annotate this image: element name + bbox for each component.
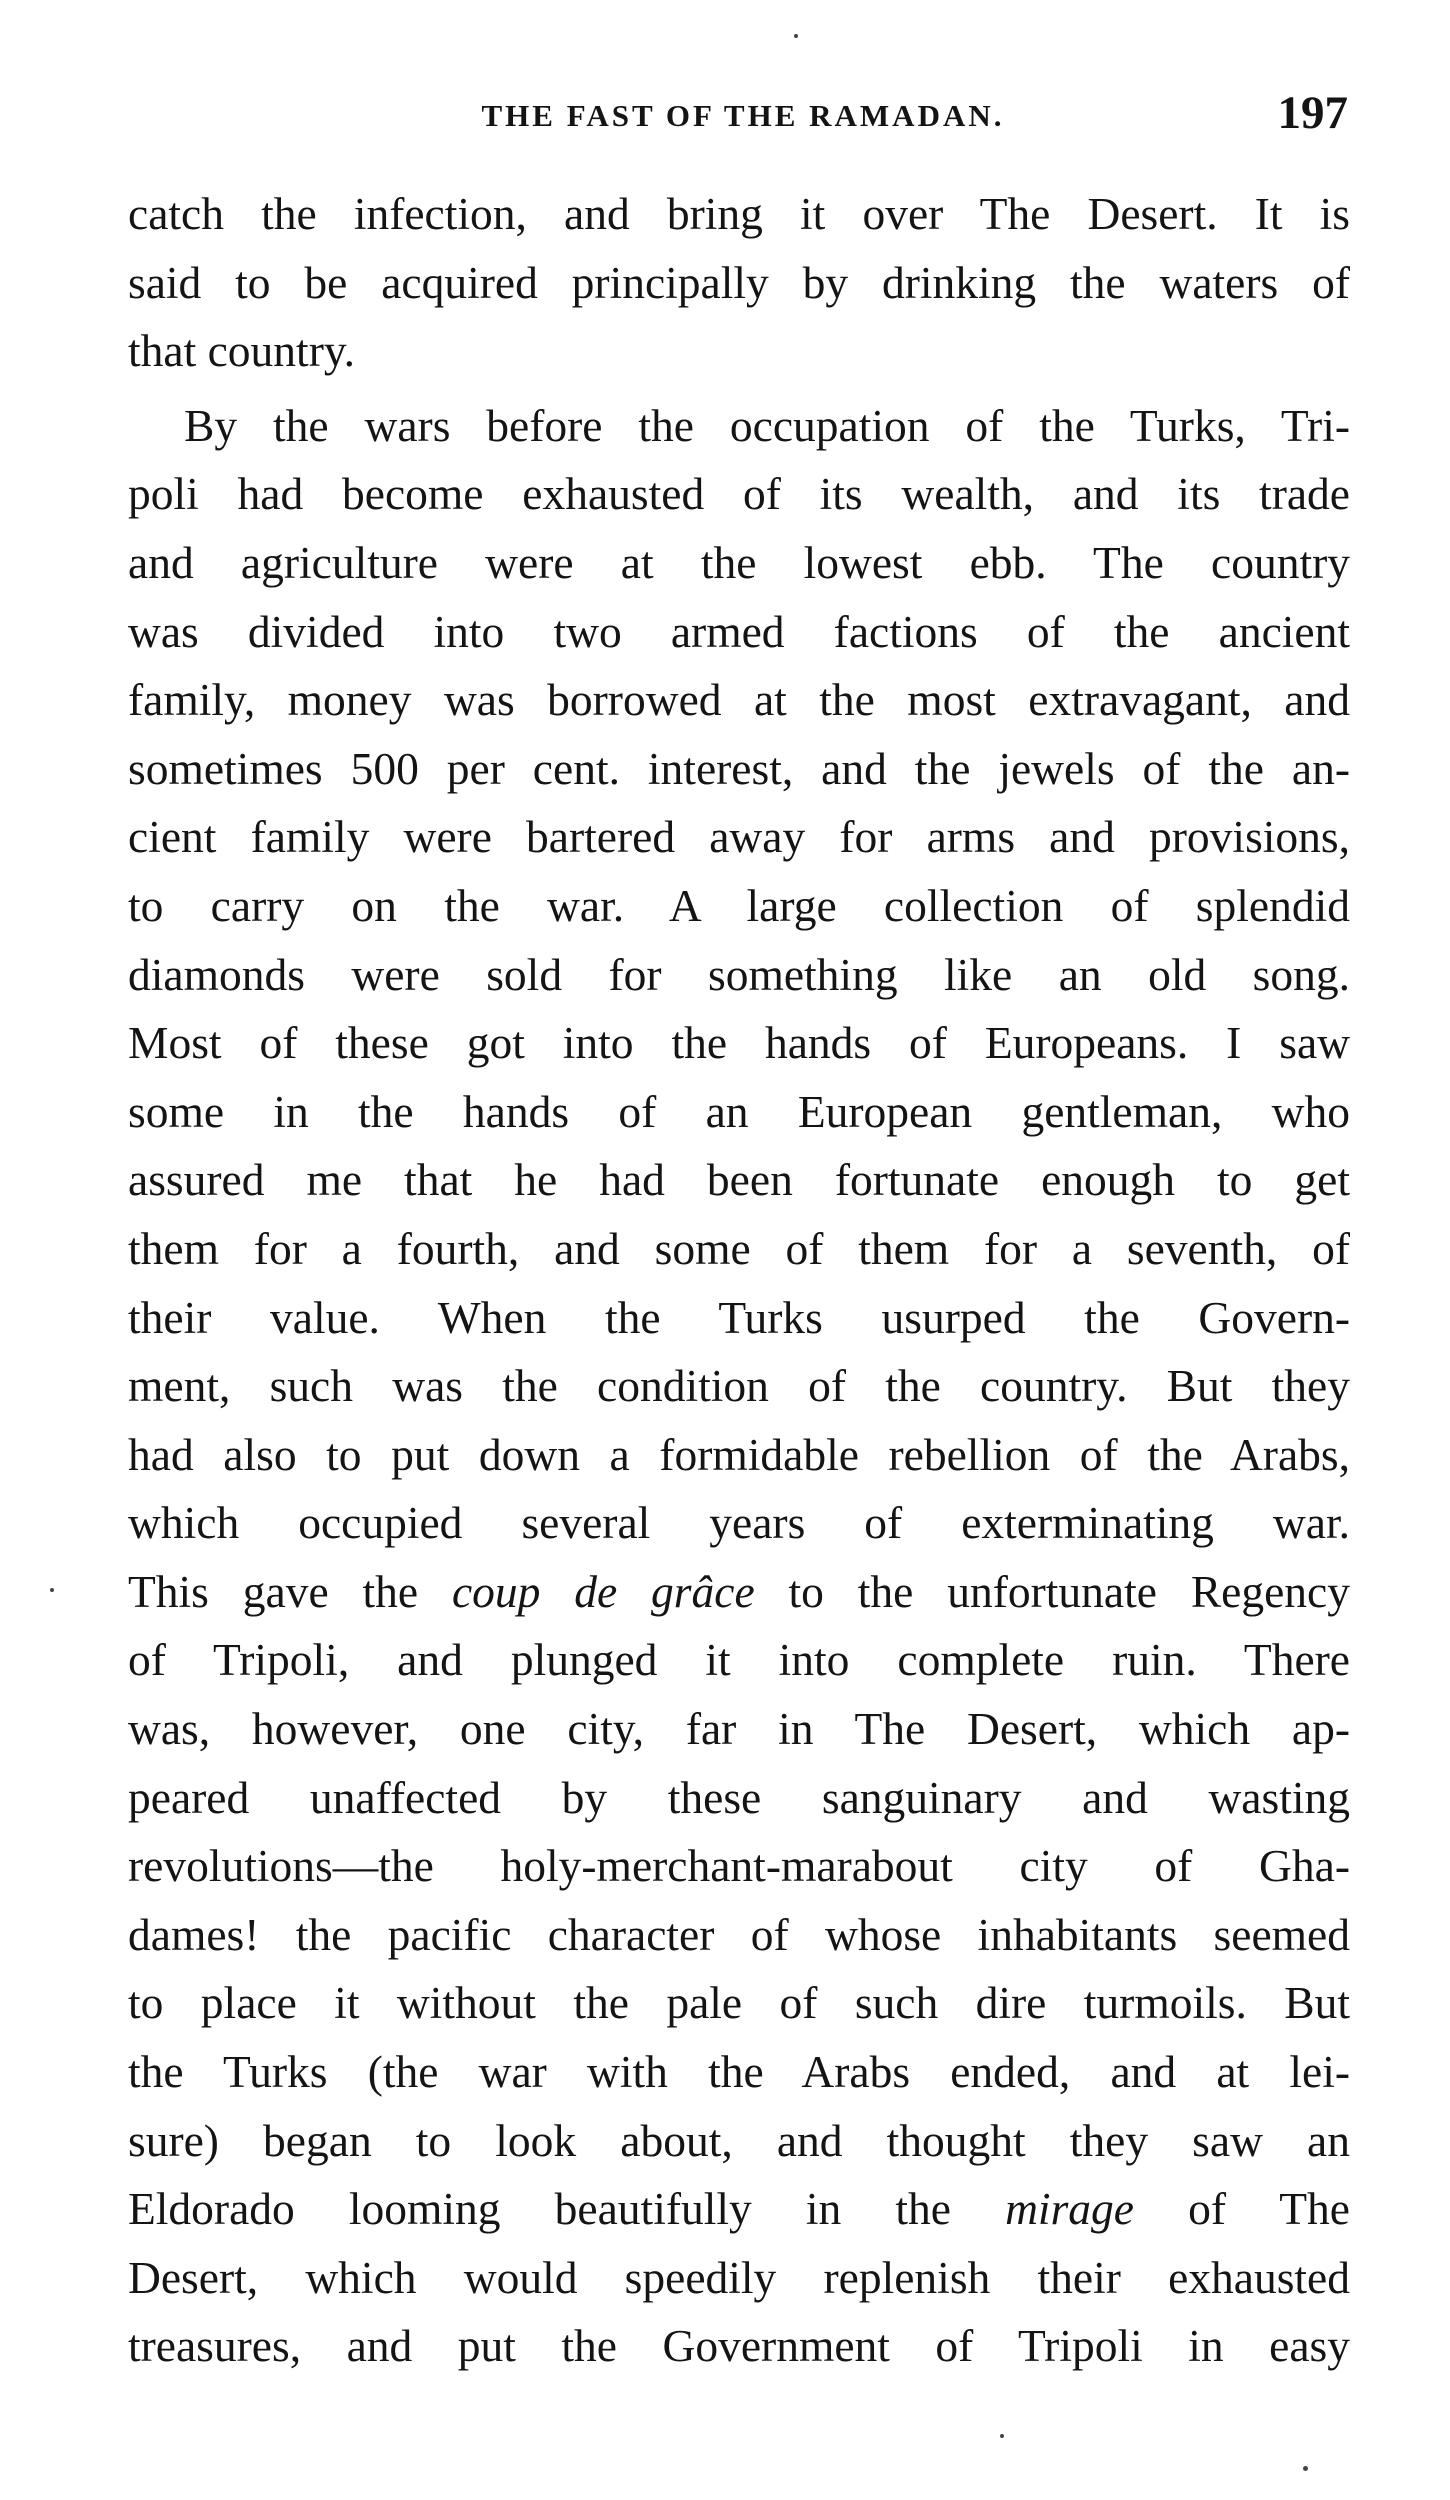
text-line: Most of these got into the hands of Europeans. I saw: [128, 1017, 1350, 1069]
italic-phrase: coup de grâce: [451, 1565, 755, 1617]
running-head: [128, 86, 1358, 146]
text-line: Eldorado looming beautifully in the mirage of The: [128, 2183, 1350, 2235]
text-line: some in the hands of an European gentleman, who: [128, 1085, 1350, 1137]
text-line: sure) began to look about, and thought they saw an: [128, 2114, 1350, 2166]
text-line: poli had become exhausted of its wealth, and its trade: [128, 468, 1350, 520]
text-line: revolutions—the holy-merchant-marabout city of Gha-: [128, 1840, 1350, 1892]
text-line: Desert, which would speedily replenish their exhausted: [128, 2251, 1350, 2303]
text-line: of Tripoli, and plunged it into complete ruin. There: [128, 1634, 1350, 1686]
print-speck: [1303, 2466, 1308, 2471]
running-title: THE FAST OF THE RAMADAN.: [481, 98, 1005, 133]
print-speck: [1000, 2434, 1004, 2438]
page-number: 197: [1277, 87, 1348, 139]
text-line: the Turks (the war with the Arabs ended, and at lei-: [128, 2046, 1350, 2098]
text-line: to carry on the war. A large collection of splendid: [128, 879, 1350, 931]
text-line: assured me that he had been fortunate enough to get: [128, 1154, 1350, 1206]
print-speck: [50, 1588, 54, 1592]
text-line: them for a fourth, and some of them for a seventh, of: [128, 1222, 1350, 1274]
text-line: was, however, one city, far in The Desert, which ap-: [128, 1703, 1350, 1755]
text-line: catch the infection, and bring it over The Desert. It is: [128, 188, 1350, 239]
text-line: their value. When the Turks usurped the Govern-: [128, 1291, 1350, 1343]
text-line: and agriculture were at the lowest ebb. The country: [128, 536, 1350, 588]
text-line: By the wars before the occupation of the Turks, Tri-: [184, 399, 1350, 451]
text-line: peared unaffected by these sanguinary and wasting: [128, 1771, 1350, 1823]
text-line: that country.: [128, 325, 356, 377]
text-line: cient family were bartered away for arms and provisions,: [128, 811, 1350, 863]
print-speck: [794, 34, 798, 38]
text-line: was divided into two armed factions of the ancient: [128, 605, 1350, 657]
text-line: to place it without the pale of such dire turmoils. But: [128, 1977, 1350, 2029]
text-line: family, money was borrowed at the most extravagant, and: [128, 674, 1350, 726]
text-line: dames! the pacific character of whose inhabitants seemed: [128, 1908, 1350, 1960]
text-line: which occupied several years of exterminating war.: [128, 1497, 1350, 1549]
text-line: treasures, and put the Government of Tripoli in easy: [128, 2320, 1350, 2372]
text-line: This gave the coup de grâce to the unfortunate Regency: [128, 1565, 1350, 1617]
body-text: [128, 180, 1350, 2381]
text-line: diamonds were sold for something like an old song.: [128, 948, 1350, 1000]
italic-phrase: mirage: [1005, 2183, 1134, 2235]
text-line: had also to put down a formidable rebellion of the Arabs,: [128, 1428, 1350, 1480]
text-line: said to be acquired principally by drinking the waters of: [128, 256, 1350, 308]
text-line: ment, such was the condition of the country. But they: [128, 1360, 1350, 1412]
text-line: sometimes 500 per cent. interest, and the jewels of the an-: [128, 742, 1350, 794]
